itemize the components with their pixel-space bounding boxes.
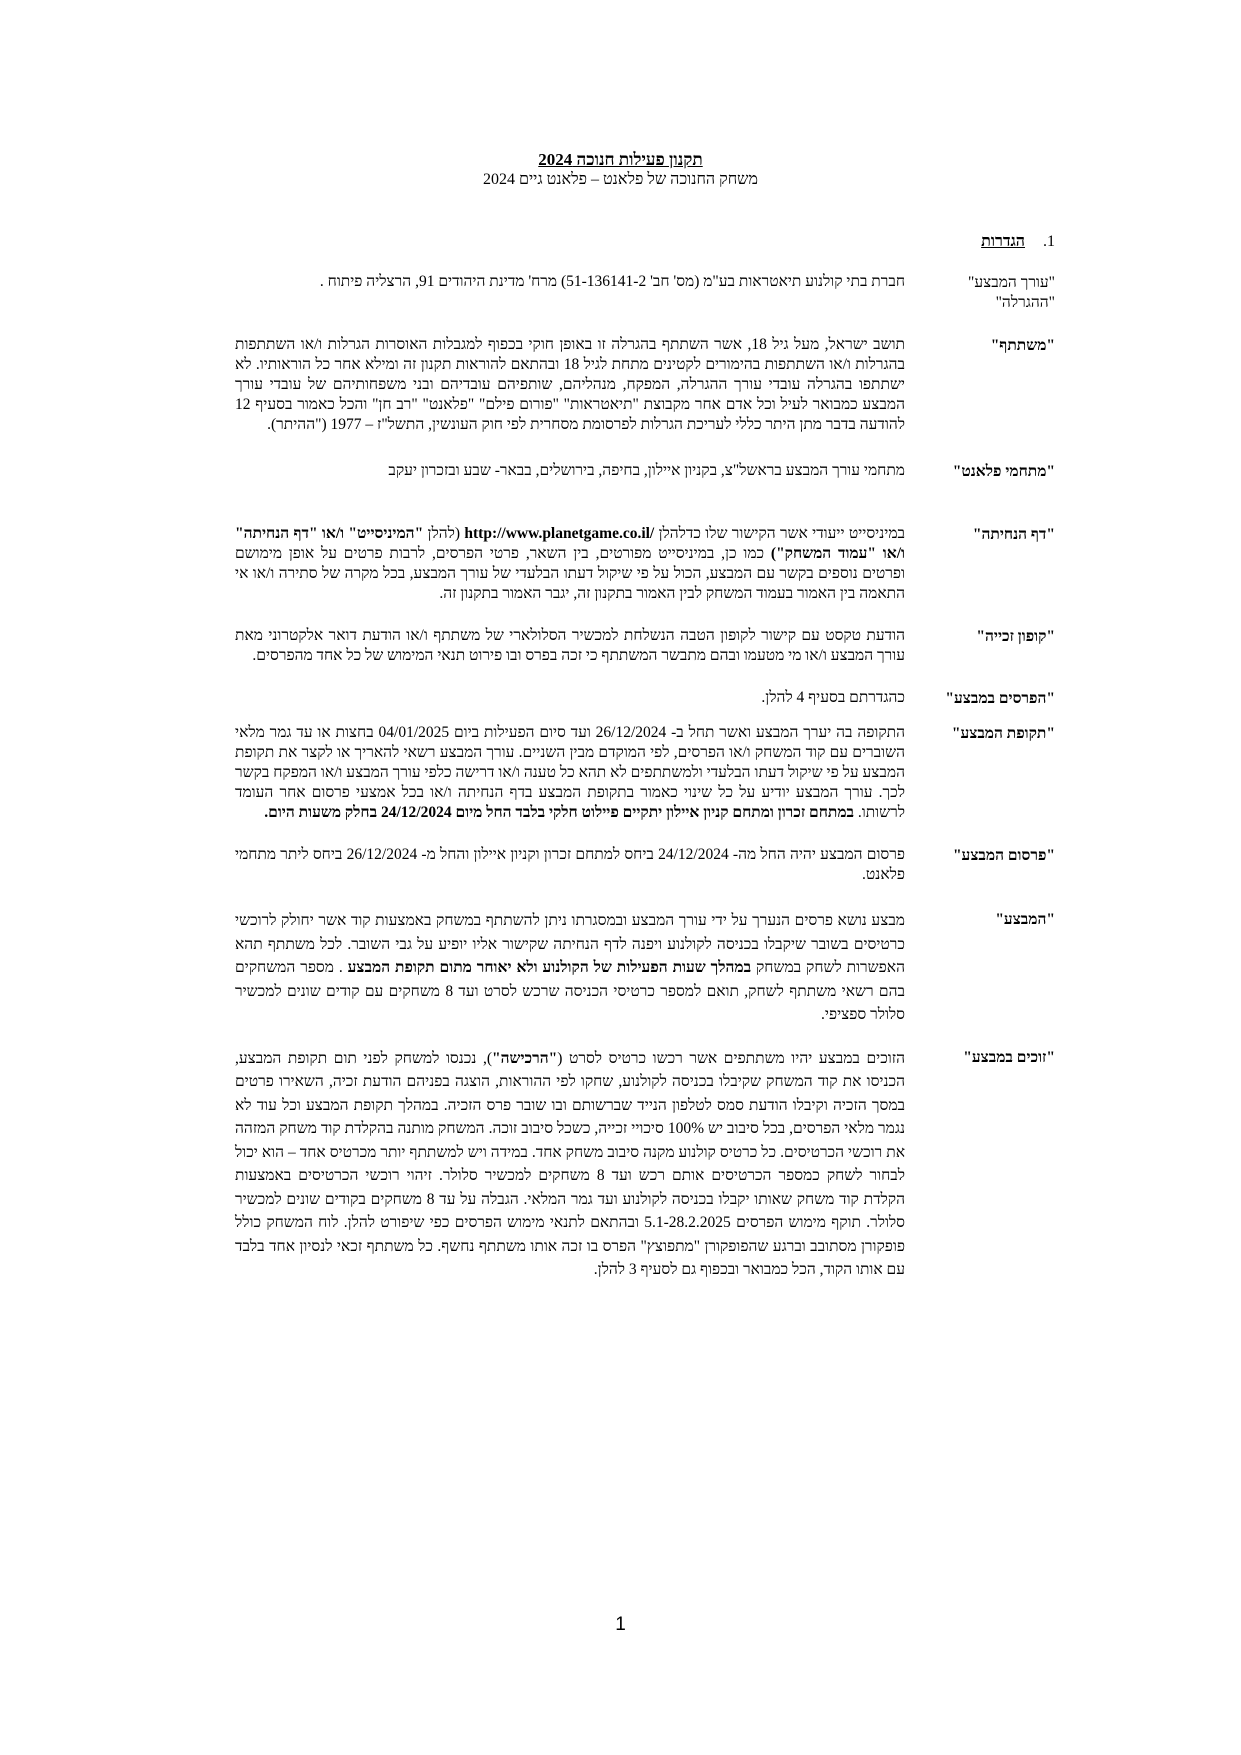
definition-row	[225, 335, 1055, 435]
definition-text-part: התקופה בה יערך המבצע ואשר תחל ב- 26/12/2024 ועד סיום הפעילות ביום 04/01/2025 בחצות או עד גמר מלאי השוברים עם קוד המשחק ו/או הפרסים, לפי המוקדם מבין השניים. עורך המבצע רשאי להאריך או לקצר את תקופת המבצע על פי שיקול דעתו הבלעדי ולמשתתפים לא תהא כל טענה ו/או דרישה כלפי עורך המבצע ו/או המפקח בקשר לכך. עורך המבצע יודיע על כל שינוי כאמור בתקופת המבצע בדף הנחיתה ו/או בכל אמצעי פרסום אחר העומד לרשותו.	[235, 724, 905, 821]
definition-text	[235, 272, 905, 313]
definition-row	[225, 723, 1055, 823]
definition-text-part: חברת בתי קולנוע תיאטראות בע"מ (מס' חב' 51-136141-2) מרח' מדינת היהודים 91, הרצליה פיתוח .	[319, 273, 905, 290]
page-number: 1	[615, 1614, 626, 1635]
document-title: תקנון פעילות חנוכה 2024	[538, 150, 703, 169]
landing-page-url[interactable]: http://www.planetgame.co.il/	[464, 525, 655, 542]
definition-text-part: ), נכנסו למשחק לפני תום תקופת המבצע, הכניסו את קוד המשחק שקיבלו בכניסה לקולנוע, שחקו לפי ההוראות, הוצגה בפניהם הודעת זכיה, השאירו פרטים במסך הזכיה וקיבלו הודעת סמס לטלפון הנייד שברשותם ובו שובר פרס הזכיה. במהלך תקופת המבצע וכל עוד לא נגמר מלאי הפרסים, בכל סיבוב יש 100% סיכויי זכייה, כשכל סיבוב זוכה. המשחק מותנה בהקלדת קוד משחק המזהה את רוכשי הכרטיסים. כל כרטיס קולנוע מקנה סיבוב משחק אחד. במידה ויש למשתתף יותר מכרטיס אחד – הוא יכול לבחור לשחק כמספר הכרטיסים אותם רכש ועד 8 משחקים למכשיר סלולר. זיהוי רוכשי הכרטיסים באמצעות הקלדת קוד משחק שאותו יקבלו בכניסה לקולנוע ועד גמר המלאי. הגבלה על עד 8 משחקים בקודים שונים למכשיר סלולר. תוקף מימוש הפרסים 5.1-28.2.2025 ובהתאם לתנאי מימוש הפרסים כפי שיפורט להלן. לוח המשחק כולל פופקורן מסתובב וברגע שהפופקורן "מתפוצץ" הפרס בו זכה אותו משתתף נחשף. כל משתתף זכאי לנסיון אחד בלבד עם אותו הקוד, הכל כמבואר ובכפוף גם לסעיף 3 להלן.	[235, 1049, 906, 1278]
definition-term	[905, 272, 1055, 313]
definition-text	[235, 335, 905, 435]
definition-row	[225, 909, 1055, 1027]
definition-term-text: "עורך המבצע" "ההגרלה"	[968, 274, 1055, 311]
definition-text-part: כמו כן, במיניסייט מפורטים, בין השאר, פרטי הפרסים, לרבות פרטים על אופן מימושם ופרטים נוספים בקשר עם המבצע, הכול על פי שיקול דעתו הבלעדי של עורך המבצע, בכל מקרה של סתירה ו/או אי התאמה בין האמור בעמוד המשחק לבין האמור בתקנון זה, יגבר האמור בתקנון זה.	[235, 545, 905, 602]
definition-term: "מתחמי פלאנט"	[952, 463, 1055, 480]
definition-text	[235, 1047, 905, 1282]
title-block	[0, 150, 1241, 190]
definition-text	[235, 626, 905, 666]
definition-text-part: כהגדרתם בסעיף 4 להלן.	[761, 689, 905, 706]
definition-text-part: מתחמי עורך המבצע בראשל"צ, בקניון איילון, בחיפה, בירושלים, בבאר- שבע ובזכרון יעקב	[388, 462, 905, 479]
section-title: הגדרות	[981, 233, 1025, 250]
definition-term: "דף הנחיתה"	[972, 526, 1055, 543]
definition-text-part: במיניסייט ייעודי אשר הקישור שלו כדלהלן	[654, 525, 905, 542]
definition-text-part: הזוכים במבצע יהיו משתתפים אשר רכשו כרטיס לסרט (	[557, 1049, 905, 1067]
definition-row	[225, 688, 1055, 709]
definition-text-part: תושב ישראל, מעל גיל 18, אשר השתתף בהגרלה זו באופן חוקי בכפוף למגבלות האוסרות הגרלות ו/או השתתפות בהגרלות ו/או השתתפות בהימורים לקטינים מתחת לגיל 18 ובהתאם להוראות תקנון זה ומילא אחר כל הוראותיו. לא ישתתפו בהגרלה עובדי עורך ההגרלה, המפקח, מנהליהם, שותפיהם עובדיהם ובני משפחותיהם של עובדי עורך המבצע כמבואר לעיל וכל אדם אחר מקבוצת "תיאטראות" "פורום פילם" "פלאנט" "רב חן" והכל כאמור בסעיף 12 להודעה בדבר מתן היתר כללי לעריכת הגרלות לפרסומת מסחרית לפי חוק העונשין, התשל"ז – 1977 ("ההיתר).	[235, 336, 906, 433]
definition-row	[225, 1047, 1055, 1282]
definition-text-part: . מספר המשחקים בהם רשאי משתתף לשחק, תואם למספר כרטיסי הכניסה שרכש לסרט ועד 8 משחקים עם קודים שונים למכשיר סלולר ספציפי.	[235, 959, 905, 1023]
definition-text	[235, 909, 905, 1027]
definition-row	[225, 461, 1055, 482]
definition-text	[235, 845, 905, 885]
definition-text-part: הודעת טקסט עם קישור לקופון הטבה הנשלחת למכשיר הסלולארי של משתתף ו/או הודעת דואר אלקטרוני מאת עורך המבצע ו/או מי מטעמו ובהם מתבשר המשתתף כי זכה בפרס ובו פירוט תנאי המימוש של כל אחד מהפרסים.	[235, 627, 905, 664]
definition-text-part: פרסום המבצע יהיה החל מה- 24/12/2024 ביחס למתחם זכרון וקניון איילון והחל מ- 26/12/2024 ביחס ליתר מתחמי פלאנט.	[235, 846, 905, 883]
definition-row	[225, 272, 1055, 313]
definition-term: "המבצע"	[995, 911, 1055, 928]
definition-text	[235, 723, 905, 823]
definition-term: "קופון זכייה"	[976, 628, 1055, 645]
definition-term: "הפרסים במבצע"	[945, 690, 1055, 707]
definition-text	[345, 461, 905, 482]
definition-term: "תקופת המבצע"	[951, 725, 1055, 742]
definition-term: "משתתף"	[990, 337, 1055, 354]
definition-term: "זוכים במבצע"	[963, 1048, 1055, 1066]
section-number: 1.	[1043, 233, 1055, 250]
section-heading	[981, 232, 1055, 252]
definition-row	[225, 845, 1055, 885]
definition-text	[235, 688, 905, 709]
definition-bold-part: "המיניסייט" ו/או "דף הנחיתה" ו/או "עמוד המשחק")	[235, 525, 905, 562]
definition-term: "פרסום המבצע"	[952, 847, 1055, 864]
definition-bold-part: במתחם זכרון ומתחם קניון איילון יתקיים פיילוט חלקי בלבד החל מיום 24/12/2024 בחלק משעות היום.	[264, 804, 855, 821]
definition-text	[235, 524, 905, 604]
definition-row	[225, 524, 1055, 604]
definition-text-part: (להלן	[423, 525, 465, 542]
definition-row	[225, 626, 1055, 666]
definition-bold-part: במהלך שעות הפעילות של הקולנוע ולא יאוחר מתום תקופת המבצע	[347, 959, 752, 976]
definitions-list	[225, 272, 1055, 1304]
document-subtitle: משחק החנוכה של פלאנט – פלאנט גיים 2024	[483, 171, 758, 188]
definition-bold-part: "הרכישה"	[492, 1049, 558, 1067]
definition-text-part: מבצע נושא פרסים הנערך על ידי עורך המבצע ובמסגרתו ניתן להשתתף במשחק באמצעות קוד אשר יחולק לרוכשי כרטיסים בשובר שיקבלו בכניסה לקולנוע ויפנה לדף הנחיתה שקישור אליו יופיע על גבי השובר. לכל משתתף תהא האפשרות לשחק במשחק	[235, 912, 905, 976]
